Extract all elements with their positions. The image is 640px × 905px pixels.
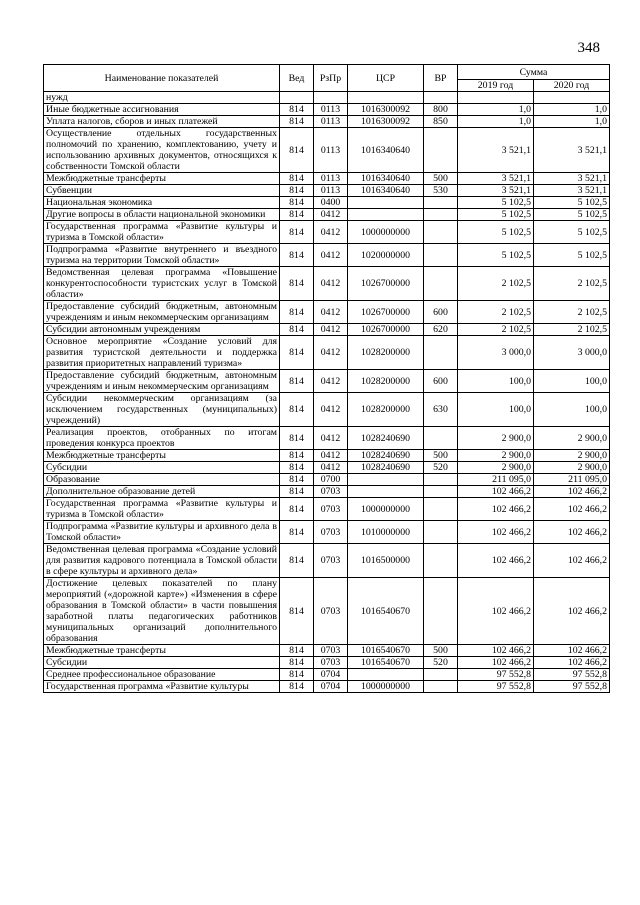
cell-csr: 1026700000 bbox=[348, 301, 424, 324]
cell-rzpr: 0703 bbox=[314, 544, 348, 578]
table-row bbox=[44, 486, 610, 498]
header-sum: Сумма bbox=[458, 65, 610, 80]
cell-2019: 5 102,5 bbox=[458, 244, 534, 267]
cell-name: Субвенции bbox=[44, 185, 280, 197]
cell-ved: 814 bbox=[280, 645, 314, 657]
cell-csr: 1016500000 bbox=[348, 544, 424, 578]
cell-2019: 1,0 bbox=[458, 116, 534, 128]
table-row bbox=[44, 657, 610, 669]
cell-rzpr: 0412 bbox=[314, 393, 348, 427]
cell-csr: 1010000000 bbox=[348, 521, 424, 544]
cell-csr: 1016300092 bbox=[348, 104, 424, 116]
cell-name: Межбюджетные трансферты bbox=[44, 173, 280, 185]
cell-name: Субсидии bbox=[44, 657, 280, 669]
cell-vr bbox=[424, 681, 458, 693]
header-csr: ЦСР bbox=[348, 65, 424, 92]
cell-ved: 814 bbox=[280, 197, 314, 209]
cell-name: Предоставление субсидий бюджетным, автономным учреждениям и иным некоммерческим организациям bbox=[44, 370, 280, 393]
cell-ved: 814 bbox=[280, 498, 314, 521]
table-row bbox=[44, 474, 610, 486]
table-row bbox=[44, 185, 610, 197]
cell-vr bbox=[424, 128, 458, 173]
cell-2020: 102 466,2 bbox=[534, 578, 610, 645]
cell-ved: 814 bbox=[280, 221, 314, 244]
cell-name: Межбюджетные трансферты bbox=[44, 450, 280, 462]
table-row bbox=[44, 645, 610, 657]
cell-name: Предоставление субсидий бюджетным, автономным учреждениям и иным некоммерческим организациям bbox=[44, 301, 280, 324]
cell-ved: 814 bbox=[280, 324, 314, 336]
cell-2020: 3 521,1 bbox=[534, 128, 610, 173]
cell-2020: 1,0 bbox=[534, 104, 610, 116]
cell-vr bbox=[424, 474, 458, 486]
cell-vr bbox=[424, 209, 458, 221]
cell-csr bbox=[348, 474, 424, 486]
cell-csr bbox=[348, 486, 424, 498]
cell-vr bbox=[424, 244, 458, 267]
cell-csr: 1016540670 bbox=[348, 645, 424, 657]
table-row bbox=[44, 92, 610, 104]
cell-rzpr: 0412 bbox=[314, 427, 348, 450]
cell-csr: 1016340640 bbox=[348, 185, 424, 197]
cell-vr bbox=[424, 427, 458, 450]
cell-csr bbox=[348, 209, 424, 221]
budget-table bbox=[43, 64, 610, 693]
cell-csr: 1016540670 bbox=[348, 657, 424, 669]
cell-csr bbox=[348, 92, 424, 104]
cell-name: Среднее профессиональное образование bbox=[44, 669, 280, 681]
cell-name: Образование bbox=[44, 474, 280, 486]
cell-2020: 97 552,8 bbox=[534, 681, 610, 693]
cell-2019: 2 900,0 bbox=[458, 450, 534, 462]
cell-csr: 1026700000 bbox=[348, 267, 424, 301]
header-2020: 2020 год bbox=[534, 80, 610, 92]
cell-ved: 814 bbox=[280, 116, 314, 128]
cell-2019: 100,0 bbox=[458, 393, 534, 427]
cell-2020: 5 102,5 bbox=[534, 221, 610, 244]
table-row bbox=[44, 221, 610, 244]
table-row bbox=[44, 393, 610, 427]
cell-name: Субсидии bbox=[44, 462, 280, 474]
cell-ved: 814 bbox=[280, 544, 314, 578]
cell-rzpr: 0703 bbox=[314, 498, 348, 521]
cell-2020: 2 102,5 bbox=[534, 267, 610, 301]
table-row bbox=[44, 669, 610, 681]
cell-ved: 814 bbox=[280, 104, 314, 116]
cell-rzpr: 0412 bbox=[314, 221, 348, 244]
cell-rzpr: 0412 bbox=[314, 336, 348, 370]
cell-2020: 5 102,5 bbox=[534, 244, 610, 267]
cell-2020: 100,0 bbox=[534, 370, 610, 393]
cell-ved: 814 bbox=[280, 657, 314, 669]
cell-2019: 211 095,0 bbox=[458, 474, 534, 486]
cell-csr: 1016300092 bbox=[348, 116, 424, 128]
cell-2019: 2 102,5 bbox=[458, 267, 534, 301]
cell-2020: 2 900,0 bbox=[534, 462, 610, 474]
cell-rzpr: 0703 bbox=[314, 645, 348, 657]
cell-name: Субсидии некоммерческим организациям (за исключением государственных (муниципальных) учреждений) bbox=[44, 393, 280, 427]
cell-2019: 5 102,5 bbox=[458, 221, 534, 244]
cell-vr: 630 bbox=[424, 393, 458, 427]
cell-2019: 100,0 bbox=[458, 370, 534, 393]
header-vr: ВР bbox=[424, 65, 458, 92]
cell-ved: 814 bbox=[280, 578, 314, 645]
table-row bbox=[44, 427, 610, 450]
cell-vr: 530 bbox=[424, 185, 458, 197]
cell-ved: 814 bbox=[280, 173, 314, 185]
cell-2020: 102 466,2 bbox=[534, 486, 610, 498]
cell-2019: 3 000,0 bbox=[458, 336, 534, 370]
cell-name: Реализация проектов, отобранных по итогам проведения конкурса проектов bbox=[44, 427, 280, 450]
cell-2019 bbox=[458, 92, 534, 104]
cell-name: Ведомственная целевая программа «Повышение конкурентоспособности туристских услуг в Томской области» bbox=[44, 267, 280, 301]
cell-vr bbox=[424, 221, 458, 244]
cell-ved: 814 bbox=[280, 669, 314, 681]
cell-vr: 600 bbox=[424, 301, 458, 324]
cell-vr bbox=[424, 92, 458, 104]
cell-vr: 800 bbox=[424, 104, 458, 116]
cell-2019: 102 466,2 bbox=[458, 645, 534, 657]
cell-vr: 520 bbox=[424, 657, 458, 669]
cell-rzpr: 0412 bbox=[314, 301, 348, 324]
cell-ved: 814 bbox=[280, 393, 314, 427]
header-rzpr: РзПр bbox=[314, 65, 348, 92]
cell-rzpr: 0113 bbox=[314, 185, 348, 197]
cell-name: Иные бюджетные ассигнования bbox=[44, 104, 280, 116]
cell-2019: 2 900,0 bbox=[458, 462, 534, 474]
table-body bbox=[44, 92, 610, 693]
cell-vr bbox=[424, 669, 458, 681]
cell-2020: 100,0 bbox=[534, 393, 610, 427]
cell-2020: 3 000,0 bbox=[534, 336, 610, 370]
table-row bbox=[44, 209, 610, 221]
cell-2020: 97 552,8 bbox=[534, 669, 610, 681]
cell-2019: 102 466,2 bbox=[458, 498, 534, 521]
cell-2019: 102 466,2 bbox=[458, 521, 534, 544]
cell-2019: 3 521,1 bbox=[458, 185, 534, 197]
table-row bbox=[44, 681, 610, 693]
table-row bbox=[44, 370, 610, 393]
cell-name: Государственная программа «Развитие культуры и туризма в Томской области» bbox=[44, 221, 280, 244]
cell-2020: 5 102,5 bbox=[534, 197, 610, 209]
cell-2020: 2 102,5 bbox=[534, 301, 610, 324]
cell-2020: 1,0 bbox=[534, 116, 610, 128]
cell-vr bbox=[424, 336, 458, 370]
cell-2019: 5 102,5 bbox=[458, 209, 534, 221]
cell-vr: 500 bbox=[424, 645, 458, 657]
header-ved: Вед bbox=[280, 65, 314, 92]
cell-ved: 814 bbox=[280, 462, 314, 474]
cell-2020: 3 521,1 bbox=[534, 185, 610, 197]
cell-2019: 3 521,1 bbox=[458, 173, 534, 185]
cell-csr bbox=[348, 197, 424, 209]
cell-2019: 102 466,2 bbox=[458, 486, 534, 498]
cell-vr bbox=[424, 521, 458, 544]
table-row bbox=[44, 267, 610, 301]
cell-rzpr: 0412 bbox=[314, 267, 348, 301]
cell-name: Субсидии автономным учреждениям bbox=[44, 324, 280, 336]
cell-csr: 1028240690 bbox=[348, 462, 424, 474]
cell-name: Подпрограмма «Развитие внутреннего и въездного туризма на территории Томской области» bbox=[44, 244, 280, 267]
cell-rzpr: 0400 bbox=[314, 197, 348, 209]
table-row bbox=[44, 498, 610, 521]
cell-rzpr: 0412 bbox=[314, 450, 348, 462]
cell-vr bbox=[424, 544, 458, 578]
cell-name: Другие вопросы в области национальной экономики bbox=[44, 209, 280, 221]
cell-csr: 1028200000 bbox=[348, 393, 424, 427]
header-name: Наименование показателей bbox=[44, 65, 280, 92]
cell-ved: 814 bbox=[280, 427, 314, 450]
cell-2020: 102 466,2 bbox=[534, 645, 610, 657]
cell-rzpr: 0113 bbox=[314, 116, 348, 128]
cell-2020: 102 466,2 bbox=[534, 521, 610, 544]
cell-csr: 1028240690 bbox=[348, 450, 424, 462]
table-row bbox=[44, 544, 610, 578]
cell-2020 bbox=[534, 92, 610, 104]
cell-name: Национальная экономика bbox=[44, 197, 280, 209]
cell-csr: 1000000000 bbox=[348, 681, 424, 693]
cell-vr: 500 bbox=[424, 450, 458, 462]
cell-2019: 102 466,2 bbox=[458, 578, 534, 645]
cell-2020: 102 466,2 bbox=[534, 498, 610, 521]
cell-rzpr bbox=[314, 92, 348, 104]
cell-ved bbox=[280, 92, 314, 104]
cell-csr bbox=[348, 669, 424, 681]
cell-name: Государственная программа «Развитие культуры и туризма в Томской области» bbox=[44, 498, 280, 521]
cell-ved: 814 bbox=[280, 185, 314, 197]
cell-2019: 97 552,8 bbox=[458, 681, 534, 693]
cell-2020: 5 102,5 bbox=[534, 209, 610, 221]
cell-rzpr: 0412 bbox=[314, 244, 348, 267]
cell-csr: 1016340640 bbox=[348, 173, 424, 185]
cell-2019: 2 102,5 bbox=[458, 324, 534, 336]
cell-vr: 850 bbox=[424, 116, 458, 128]
cell-ved: 814 bbox=[280, 336, 314, 370]
cell-name: Ведомственная целевая программа «Создание условий для развития кадрового потенциала в Томской области в сфере культуры и архивного дела» bbox=[44, 544, 280, 578]
cell-ved: 814 bbox=[280, 370, 314, 393]
cell-2019: 97 552,8 bbox=[458, 669, 534, 681]
cell-vr bbox=[424, 486, 458, 498]
cell-rzpr: 0412 bbox=[314, 324, 348, 336]
cell-rzpr: 0704 bbox=[314, 681, 348, 693]
table-row bbox=[44, 450, 610, 462]
cell-rzpr: 0113 bbox=[314, 128, 348, 173]
cell-rzpr: 0412 bbox=[314, 462, 348, 474]
cell-name: Дополнительное образование детей bbox=[44, 486, 280, 498]
cell-ved: 814 bbox=[280, 521, 314, 544]
cell-name: Достижение целевых показателей по плану мероприятий («дорожной карте») «Изменения в сфере образования в Томской области» в части повышения заработной платы педагогических работников муниципальных организаций дополнительного образования bbox=[44, 578, 280, 645]
cell-vr bbox=[424, 498, 458, 521]
header-2019: 2019 год bbox=[458, 80, 534, 92]
cell-2020: 3 521,1 bbox=[534, 173, 610, 185]
cell-rzpr: 0703 bbox=[314, 486, 348, 498]
cell-vr: 520 bbox=[424, 462, 458, 474]
cell-rzpr: 0700 bbox=[314, 474, 348, 486]
cell-csr: 1028240690 bbox=[348, 427, 424, 450]
cell-name: Осуществление отдельных государственных полномочий по хранению, комплектованию, учету и использованию архивных документов, относящихся к собственности Томской области bbox=[44, 128, 280, 173]
table-row bbox=[44, 197, 610, 209]
cell-2020: 102 466,2 bbox=[534, 657, 610, 669]
cell-2020: 2 102,5 bbox=[534, 324, 610, 336]
table-row bbox=[44, 462, 610, 474]
cell-ved: 814 bbox=[280, 681, 314, 693]
cell-rzpr: 0704 bbox=[314, 669, 348, 681]
page-number: 348 bbox=[577, 40, 600, 56]
cell-ved: 814 bbox=[280, 486, 314, 498]
cell-2020: 211 095,0 bbox=[534, 474, 610, 486]
cell-ved: 814 bbox=[280, 267, 314, 301]
cell-2019: 3 521,1 bbox=[458, 128, 534, 173]
table-row bbox=[44, 301, 610, 324]
cell-vr bbox=[424, 267, 458, 301]
cell-name: Государственная программа «Развитие культуры bbox=[44, 681, 280, 693]
cell-name: Межбюджетные трансферты bbox=[44, 645, 280, 657]
cell-2020: 102 466,2 bbox=[534, 544, 610, 578]
cell-csr: 1020000000 bbox=[348, 244, 424, 267]
cell-csr: 1028200000 bbox=[348, 370, 424, 393]
cell-name: Основное мероприятие «Создание условий для развития туристской деятельности и поддержка развития приоритетных направлений туризма» bbox=[44, 336, 280, 370]
cell-csr: 1000000000 bbox=[348, 498, 424, 521]
cell-ved: 814 bbox=[280, 209, 314, 221]
cell-rzpr: 0113 bbox=[314, 173, 348, 185]
cell-2019: 2 900,0 bbox=[458, 427, 534, 450]
cell-2020: 2 900,0 bbox=[534, 427, 610, 450]
cell-ved: 814 bbox=[280, 128, 314, 173]
table-row bbox=[44, 244, 610, 267]
cell-ved: 814 bbox=[280, 244, 314, 267]
table-row bbox=[44, 336, 610, 370]
cell-vr: 500 bbox=[424, 173, 458, 185]
cell-ved: 814 bbox=[280, 301, 314, 324]
cell-2019: 2 102,5 bbox=[458, 301, 534, 324]
cell-name: Подпрограмма «Развитие культуры и архивного дела в Томской области» bbox=[44, 521, 280, 544]
cell-name: нужд bbox=[44, 92, 280, 104]
cell-2019: 5 102,5 bbox=[458, 197, 534, 209]
cell-ved: 814 bbox=[280, 474, 314, 486]
cell-rzpr: 0113 bbox=[314, 104, 348, 116]
cell-rzpr: 0703 bbox=[314, 657, 348, 669]
cell-rzpr: 0703 bbox=[314, 521, 348, 544]
cell-csr: 1016540670 bbox=[348, 578, 424, 645]
cell-csr: 1028200000 bbox=[348, 336, 424, 370]
cell-rzpr: 0703 bbox=[314, 578, 348, 645]
cell-vr: 620 bbox=[424, 324, 458, 336]
cell-ved: 814 bbox=[280, 450, 314, 462]
cell-rzpr: 0412 bbox=[314, 209, 348, 221]
cell-name: Уплата налогов, сборов и иных платежей bbox=[44, 116, 280, 128]
cell-vr bbox=[424, 578, 458, 645]
table-row bbox=[44, 324, 610, 336]
table-row bbox=[44, 173, 610, 185]
table-row bbox=[44, 128, 610, 173]
cell-csr: 1026700000 bbox=[348, 324, 424, 336]
cell-csr: 1000000000 bbox=[348, 221, 424, 244]
cell-csr: 1016340640 bbox=[348, 128, 424, 173]
cell-2019: 102 466,2 bbox=[458, 544, 534, 578]
cell-rzpr: 0412 bbox=[314, 370, 348, 393]
cell-2020: 2 900,0 bbox=[534, 450, 610, 462]
cell-vr: 600 bbox=[424, 370, 458, 393]
cell-2019: 1,0 bbox=[458, 104, 534, 116]
table-row bbox=[44, 116, 610, 128]
cell-2019: 102 466,2 bbox=[458, 657, 534, 669]
table-row bbox=[44, 578, 610, 645]
table-row bbox=[44, 104, 610, 116]
cell-vr bbox=[424, 197, 458, 209]
table-row bbox=[44, 521, 610, 544]
